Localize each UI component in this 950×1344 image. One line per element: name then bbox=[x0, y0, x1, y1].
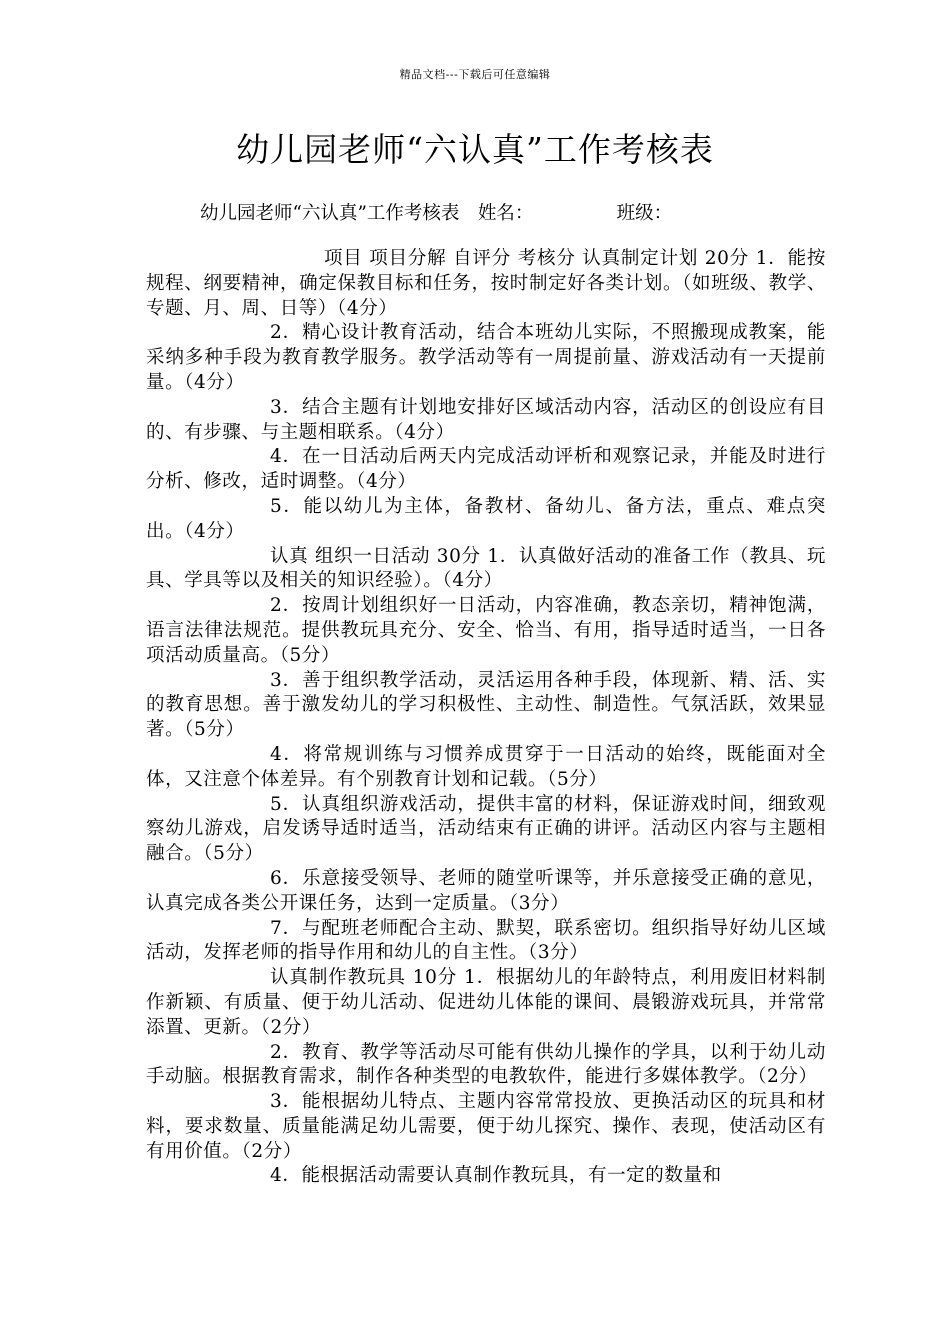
paragraph: 2．精心设计教育活动，结合本班幼儿实际，不照搬现成教案，能采纳多种手段为教育教学服务。教学活动等有一周提前量、游戏活动有一天提前量。（4分） bbox=[146, 322, 826, 393]
paragraph: 4．在一日活动后两天内完成活动评析和观察记录，并能及时进行分析、修改，适时调整。（4分） bbox=[146, 446, 826, 493]
paragraph: 7．与配班老师配合主动、默契，联系密切。组织指导好幼儿区域活动，发挥老师的指导作用和幼儿的自主性。（3分） bbox=[146, 917, 826, 964]
paragraph: 5．认真组织游戏活动，提供丰富的材料，保证游戏时间，细致观察幼儿游戏，启发诱导适时适当，活动结束有正确的讲评。活动区内容与主题相融合。（5分） bbox=[146, 793, 826, 865]
header-note: 精品文档---下载后可任意编辑 bbox=[399, 68, 551, 81]
paragraph: 4．能根据活动需要认真制作教玩具，有一定的数量和 bbox=[270, 1165, 722, 1187]
paragraph: 3．能根据幼儿特点、主题内容常常投放、更换活动区的玩具和材料，要求数量、质量能满足幼儿需要，便于幼儿探究、操作、表现，使活动区有有用价值。（2分） bbox=[146, 1091, 826, 1162]
paragraph: 项目 项目分解 自评分 考核分 认真制定计划 20分 1．能按规程、纲要精神，确定保教目标和任务，按时制定好各类计划。（如班级、教学、专题、月、周、日等）（4分） bbox=[146, 248, 826, 319]
paragraph: 6．乐意接受领导、老师的随堂听课等，并乐意接受正确的意见，认真完成各类公开课任务，达到一定质量。（3分） bbox=[146, 867, 826, 914]
paragraph: 3．结合主题有计划地安排好区域活动内容，活动区的创设应有目的、有步骤、与主题相联系。（4分） bbox=[146, 396, 826, 443]
page-title: 幼儿园老师“六认真”工作考核表 bbox=[236, 130, 714, 169]
paragraph: 5．能以幼儿为主体，备教材、备幼儿、备方法，重点、难点突出。（4分） bbox=[146, 495, 826, 542]
paragraph: 4．将常规训练与习惯养成贯穿于一日活动的始终，既能面对全体，又注意个体差异。有个别教育计划和记载。（5分） bbox=[146, 743, 826, 790]
subtitle-line: 幼儿园老师“六认真”工作考核表 姓名： 班级： bbox=[200, 203, 673, 224]
paragraph: 认真 组织一日活动 30分 1．认真做好活动的准备工作（教具、玩具、学具等以及相关的知识经验）。（4分） bbox=[146, 545, 826, 592]
paragraph: 2．按周计划组织好一日活动，内容准确，教态亲切，精神饱满，语言法律法规范。提供教玩具充分、安全、恰当、有用，指导适时适当，一日各项活动质量高。（5分） bbox=[146, 595, 826, 666]
document-body bbox=[146, 247, 826, 1189]
paragraph: 2．教育、教学等活动尽可能有供幼儿操作的学具，以利于幼儿动手动脑。根据教育需求，制作各种类型的电教软件，能进行多媒体教学。（2分） bbox=[146, 1041, 826, 1088]
paragraph: 3．善于组织教学活动，灵活运用各种手段，体现新、精、活、实的教育思想。善于激发幼儿的学习积极性、主动性、制造性。气氛活跃，效果显著。（5分） bbox=[146, 669, 826, 741]
paragraph: 认真制作教玩具 10分 1．根据幼儿的年龄特点，利用废旧材料制作新颖、有质量、便于幼儿活动、促进幼儿体能的课间、晨锻游戏玩具，并常常添置、更新。（2分） bbox=[146, 967, 826, 1038]
